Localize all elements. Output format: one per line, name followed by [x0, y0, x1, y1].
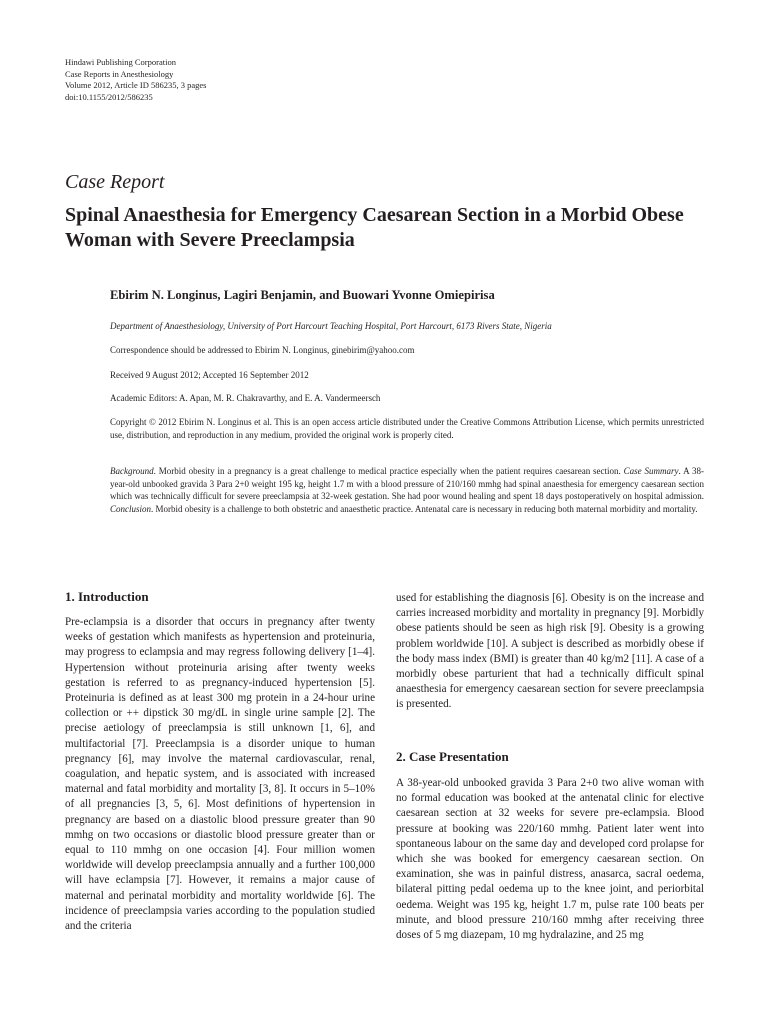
section-heading-case-presentation: 2. Case Presentation: [396, 749, 509, 764]
publication-info: [65, 57, 207, 103]
section-heading-introduction: 1. Introduction: [65, 589, 149, 604]
author-list: Ebirim N. Longinus, Lagiri Benjamin, and Buowari Yvonne Omiepirisa: [110, 288, 495, 302]
abstract-summary-text: . A 38-year-old unbooked gravida 3 Para 2+0 weight 195 kg, height 1.7 m with a blood pressure of 210/160 mmhg had spinal anaesthesia for emergency caesarean section which was technically difficult for severe preeclampsia at 32-week gestation. She had poor wound healing and spent 18 days postoperatively on hospital admission.: [110, 466, 704, 501]
introduction-paragraph-continued: used for establishing the diagnosis [6]. Obesity is on the increase and carries increased morbidity and mortality in pregnancy [9]. Morbidly obese patients should be seen as high risk [9]. Obesity is a growing problem worldwide [10]. A subject is described as morbidly obese if the body mass index (BMI) is greater than 40 kg/m2 [11]. A case of a morbidly obese parturient that had a technically difficult spinal anaesthesia for emergency caesarean section for severe preeclampsia is presented.: [396, 592, 704, 711]
received-accepted-dates: Received 9 August 2012; Accepted 16 September 2012: [110, 370, 309, 380]
correspondence: Correspondence should be addressed to Ebirim N. Longinus, ginebirim@yahoo.com: [110, 345, 415, 355]
article-title: Spinal Anaesthesia for Emergency Caesarean Section in a Morbid Obese Woman with Severe Preeclampsia: [65, 204, 684, 251]
publisher-name: Hindawi Publishing Corporation: [65, 57, 176, 67]
abstract-background-text: . Morbid obesity in a pregnancy is a great challenge to medical practice especially when the patient requires caesarean section.: [153, 466, 624, 476]
article-kind: Case Report: [65, 171, 165, 193]
introduction-paragraph: Pre-eclampsia is a disorder that occurs in pregnancy after twenty weeks of gestation which manifests as hypertension and proteinuria, may progress to eclampsia and may regress following delivery [1–4]. Hypertension without proteinuria arising after twenty weeks gestation is referred to as pregnancy-induced hypertension [5]. Proteinuria is defined as at least 300 mg protein in a 24-hour urine collection or ++ dipstick 30 mg/dL in single urine sample [2]. The precise aetiology of preeclampsia is still unknown [1, 6], and multifactorial [7]. Preeclampsia is a disorder unique to human pregnancy [6], may involve the maternal cardiovascular, renal, coagulation, and hepatic system, and is associated with increased maternal and fatal morbidity and mortality [3, 8]. It occurs in 5–10% of all pregnancies [3, 5, 6]. Most definitions of hypertension in pregnancy are based on a diastolic blood pressure greater than 90 mmhg on two occasions or diastolic blood pressure greater than or equal to 110 mmhg on one occasion [4]. Four million women worldwide will develop preeclampsia annually and a further 100,000 will have eclampsia [7]. However, it remains a major cause of maternal and perinatal morbidity and mortality worldwide [6]. The incidence of preeclampsia varies according to the population studied and the criteria: [65, 616, 375, 933]
copyright-notice: Copyright © 2012 Ebirim N. Longinus et al. This is an open access article distributed under the Creative Commons Attribution License, which permits unrestricted use, distribution, and reproduction in any medium, provided the original work is properly cited.: [110, 417, 704, 440]
abstract: [110, 465, 704, 515]
abstract-conclusion-label: Conclusion: [110, 503, 152, 514]
abstract-conclusion-text: . Morbid obesity is a challenge to both obstetric and anaesthetic practice. Antenatal care is necessary in reducing both maternal morbidity and mortality.: [151, 503, 698, 514]
volume-info: Volume 2012, Article ID 586235, 3 pages: [65, 80, 207, 91]
academic-editors: Academic Editors: A. Apan, M. R. Chakravarthy, and E. A. Vandermeersch: [110, 393, 381, 403]
doi: doi:10.1155/2012/586235: [65, 91, 153, 102]
journal-name: Case Reports in Anesthesiology: [65, 68, 174, 79]
abstract-summary-label: Case Summary: [623, 466, 679, 476]
affiliation: Department of Anaesthesiology, University of Port Harcourt Teaching Hospital, Port Harcourt, 6173 Rivers State, Nigeria: [110, 321, 552, 331]
abstract-background-label: Background: [110, 466, 154, 476]
case-presentation-paragraph: A 38-year-old unbooked gravida 3 Para 2+0 two alive woman with no formal education was booked at the antenatal clinic for elective caesarean section at 32 weeks for severe pre-eclampsia. Blood pressure at booking was 220/160 mmhg. Patient later went into spontaneous labour on the same day and developed cord prolapse for which she was booked for emergency caesarean section. On examination, she was in painful distress, anasarca, sacral oedema, bilateral pitting pedal oedema up to the knee joint, and periorbital oedema. Weight was 195 kg, height 1.7 m, pulse rate 100 beats per minute, and blood pressure 210/160 mmhg after receiving three doses of 5 mg diazepam, 10 mg hydralazine, and 25 mg: [396, 777, 704, 942]
